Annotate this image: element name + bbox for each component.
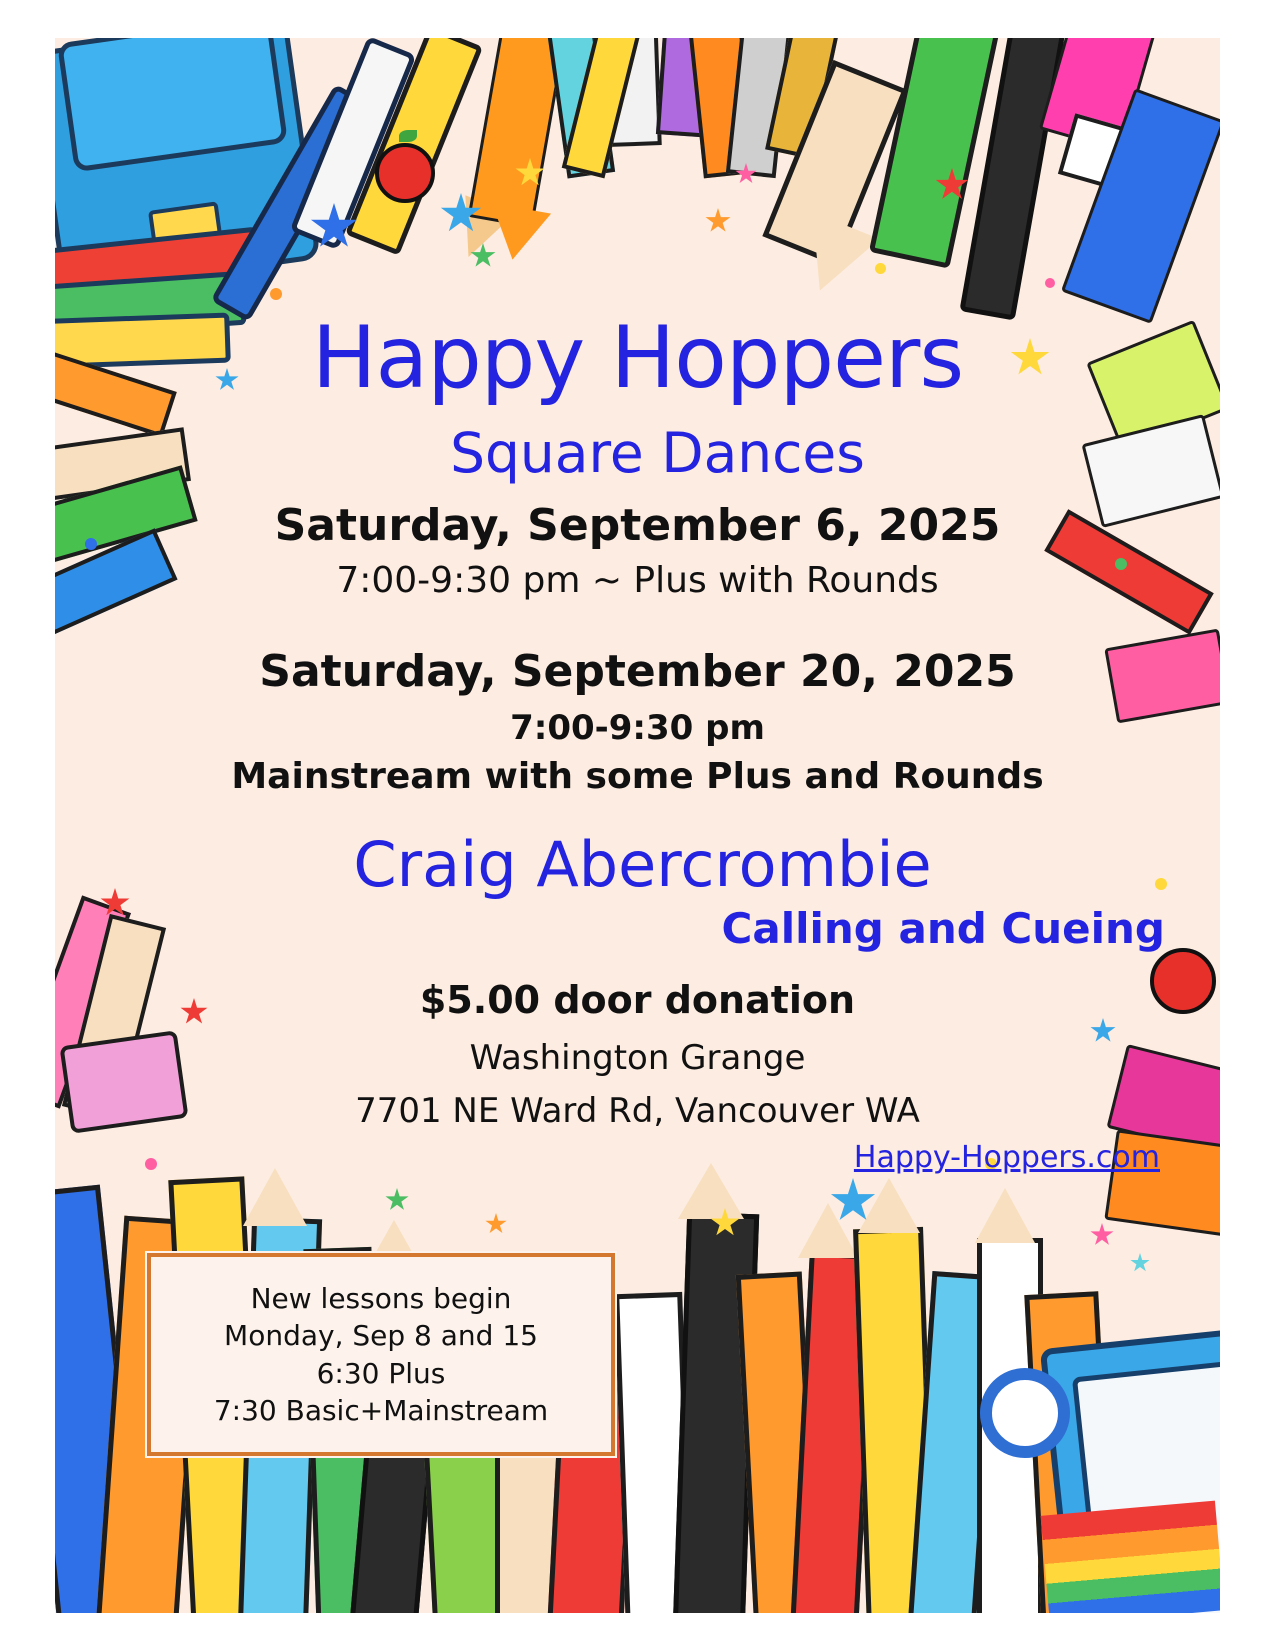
event-1-details: 7:00-9:30 pm ~ Plus with Rounds: [336, 560, 939, 601]
lessons-info-box: [147, 1253, 615, 1456]
event-2-time: 7:00-9:30 pm: [510, 708, 765, 748]
lessons-line-3: 6:30 Plus: [316, 1356, 446, 1390]
venue-name: Washington Grange: [469, 1038, 806, 1078]
website-link[interactable]: Happy-Hoppers.com: [853, 1140, 1160, 1175]
page-subtitle: Square Dances: [450, 421, 865, 485]
caller-role: Calling and Cueing: [721, 904, 1165, 953]
lessons-line-1: New lessons begin: [250, 1282, 512, 1316]
door-donation: $5.00 door donation: [419, 978, 856, 1022]
lessons-line-4: 7:30 Basic+Mainstream: [213, 1393, 549, 1427]
caller-name: Craig Abercrombie: [353, 828, 932, 901]
event-2-date: Saturday, September 20, 2025: [259, 646, 1016, 697]
event-1-date: Saturday, September 6, 2025: [274, 500, 1001, 551]
flyer-content: [55, 38, 1220, 1613]
page-title: Happy Hoppers: [311, 308, 964, 408]
venue-address: 7701 NE Ward Rd, Vancouver WA: [355, 1091, 920, 1131]
event-2-level: Mainstream with some Plus and Rounds: [231, 756, 1044, 797]
lessons-line-2: Monday, Sep 8 and 15: [224, 1319, 538, 1353]
